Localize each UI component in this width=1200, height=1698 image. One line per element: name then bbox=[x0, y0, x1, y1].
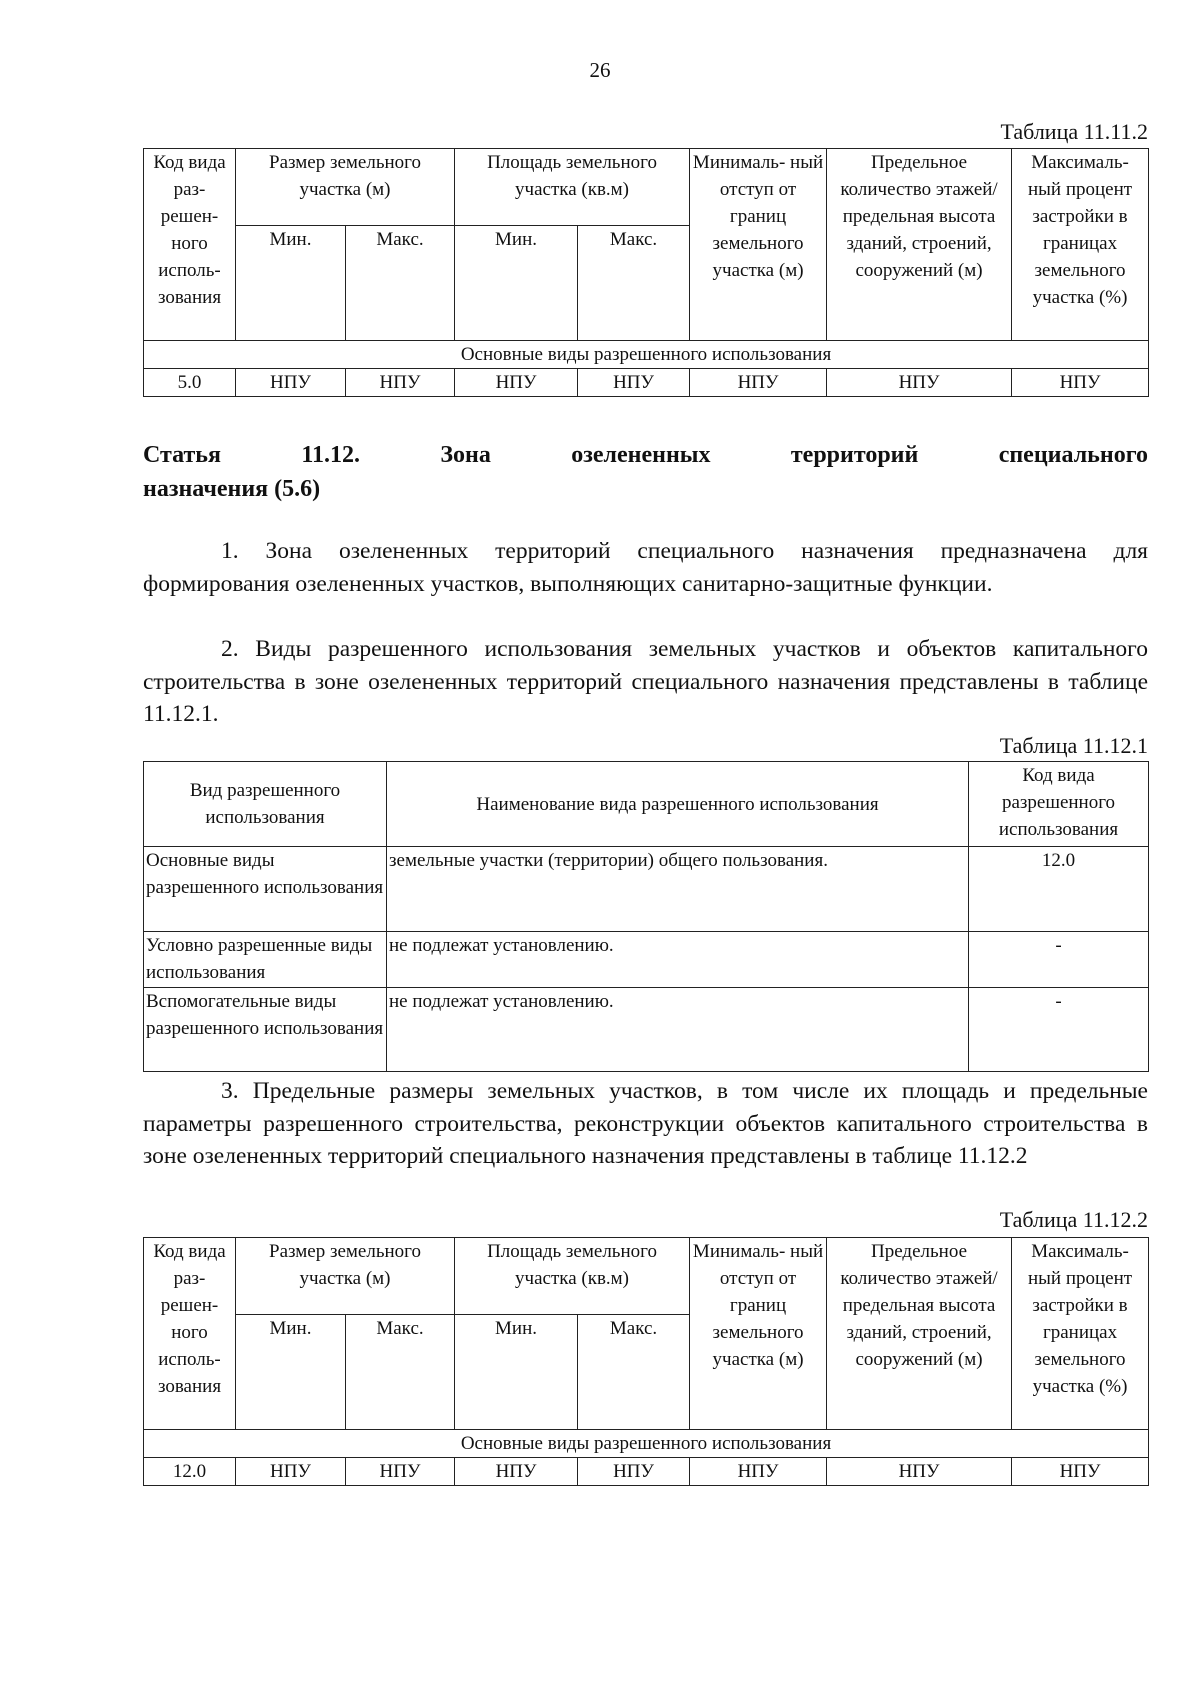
header-code: Код вида раз- решен- ного исполь- зования bbox=[144, 1238, 236, 1430]
header-use-type: Вид разрешенного использования bbox=[144, 762, 387, 847]
table-row bbox=[144, 1458, 1149, 1486]
cell-use-code: 12.0 bbox=[969, 847, 1149, 932]
section-row: Основные виды разрешенного использования bbox=[144, 1430, 1149, 1458]
header-size-min: Мин. bbox=[236, 1315, 346, 1430]
header-area: Площадь земельного участка (кв.м) bbox=[455, 1238, 690, 1315]
header-area-min: Мин. bbox=[455, 1315, 578, 1430]
cell-use-type: Условно разрешенные виды использования bbox=[144, 932, 387, 988]
header-floors: Предельное количество этажей/ предельная высота зданий, строений, сооружений (м) bbox=[827, 1238, 1012, 1430]
paragraph-3: 3. Предельные размеры земельных участков, в том числе их площадь и предельные параметры разрешенного строительства, реконструкции объектов капитального строительства в зоне озелененных территорий специального назначения представлены в таблице 11.12.2 bbox=[143, 1078, 1148, 1169]
table-row bbox=[144, 988, 1149, 1072]
header-area: Площадь земельного участка (кв.м) bbox=[455, 149, 690, 226]
cell-percent: НПУ bbox=[1012, 369, 1149, 397]
cell-size-min: НПУ bbox=[236, 1458, 346, 1486]
cell-setback: НПУ bbox=[690, 369, 827, 397]
cell-use-name: не подлежат установлению. bbox=[387, 988, 969, 1072]
cell-size-max: НПУ bbox=[346, 369, 455, 397]
cell-use-name: не подлежат установлению. bbox=[387, 932, 969, 988]
cell-use-code: - bbox=[969, 988, 1149, 1072]
page-number: 26 bbox=[589, 58, 611, 82]
header-use-name: Наименование вида разрешенного использования bbox=[387, 762, 969, 847]
header-floors: Предельное количество этажей/ предельная высота зданий, строений, сооружений (м) bbox=[827, 149, 1012, 341]
cell-size-min: НПУ bbox=[236, 369, 346, 397]
header-setback: Минималь- ный отступ от границ земельного участка (м) bbox=[690, 149, 827, 341]
table-row bbox=[144, 847, 1149, 932]
cell-code: 12.0 bbox=[144, 1458, 236, 1486]
permitted-use-table-11-12-1 bbox=[143, 761, 1149, 1072]
cell-use-type: Вспомогательные виды разрешенного использования bbox=[144, 988, 387, 1072]
header-size-min: Мин. bbox=[236, 226, 346, 341]
header-percent: Максималь- ный процент застройки в границах земельного участка (%) bbox=[1012, 1238, 1149, 1430]
header-size: Размер земельного участка (м) bbox=[236, 149, 455, 226]
section-row: Основные виды разрешенного использования bbox=[144, 341, 1149, 369]
header-size-max: Макс. bbox=[346, 1315, 455, 1430]
cell-area-max: НПУ bbox=[578, 369, 690, 397]
cell-floors: НПУ bbox=[827, 369, 1012, 397]
cell-use-code: - bbox=[969, 932, 1149, 988]
header-area-max: Макс. bbox=[578, 1315, 690, 1430]
cell-setback: НПУ bbox=[690, 1458, 827, 1486]
table-row bbox=[144, 932, 1149, 988]
header-setback: Минималь- ный отступ от границ земельного участка (м) bbox=[690, 1238, 827, 1430]
cell-percent: НПУ bbox=[1012, 1458, 1149, 1486]
land-parameters-table-11-11-2 bbox=[143, 148, 1149, 397]
cell-area-min: НПУ bbox=[455, 1458, 578, 1486]
header-area-max: Макс. bbox=[578, 226, 690, 341]
header-area-min: Мин. bbox=[455, 226, 578, 341]
header-use-code: Код вида разрешенного использования bbox=[969, 762, 1149, 847]
cell-area-min: НПУ bbox=[455, 369, 578, 397]
cell-use-type: Основные виды разрешенного использования bbox=[144, 847, 387, 932]
cell-floors: НПУ bbox=[827, 1458, 1012, 1486]
paragraph-1: 1. Зона озелененных территорий специального назначения предназначена для формирования озелененных участков, выполняющих санитарно-защитные функции. bbox=[143, 538, 1148, 597]
cell-code: 5.0 bbox=[144, 369, 236, 397]
paragraph-2: 2. Виды разрешенного использования земельных участков и объектов капитального строительства в зоне озелененных территорий специального назначения представлены в таблице 11.12.1. bbox=[143, 636, 1148, 727]
header-size: Размер земельного участка (м) bbox=[236, 1238, 455, 1315]
land-parameters-table-11-12-2 bbox=[143, 1237, 1149, 1486]
cell-use-name: земельные участки (территории) общего пользования. bbox=[387, 847, 969, 932]
cell-size-max: НПУ bbox=[346, 1458, 455, 1486]
table-caption: Таблица 11.11.2 bbox=[1000, 119, 1148, 144]
header-size-max: Макс. bbox=[346, 226, 455, 341]
cell-area-max: НПУ bbox=[578, 1458, 690, 1486]
table-caption: Таблица 11.12.2 bbox=[999, 1207, 1148, 1232]
table-caption: Таблица 11.12.1 bbox=[999, 733, 1148, 758]
article-heading-continued: назначения (5.6) bbox=[143, 476, 321, 502]
header-percent: Максималь- ный процент застройки в границах земельного участка (%) bbox=[1012, 149, 1149, 341]
header-code: Код вида раз- решен- ного исполь- зования bbox=[144, 149, 236, 341]
table-row bbox=[144, 369, 1149, 397]
article-heading: Статья 11.12. Зона озелененных территорий специального bbox=[143, 442, 1148, 468]
